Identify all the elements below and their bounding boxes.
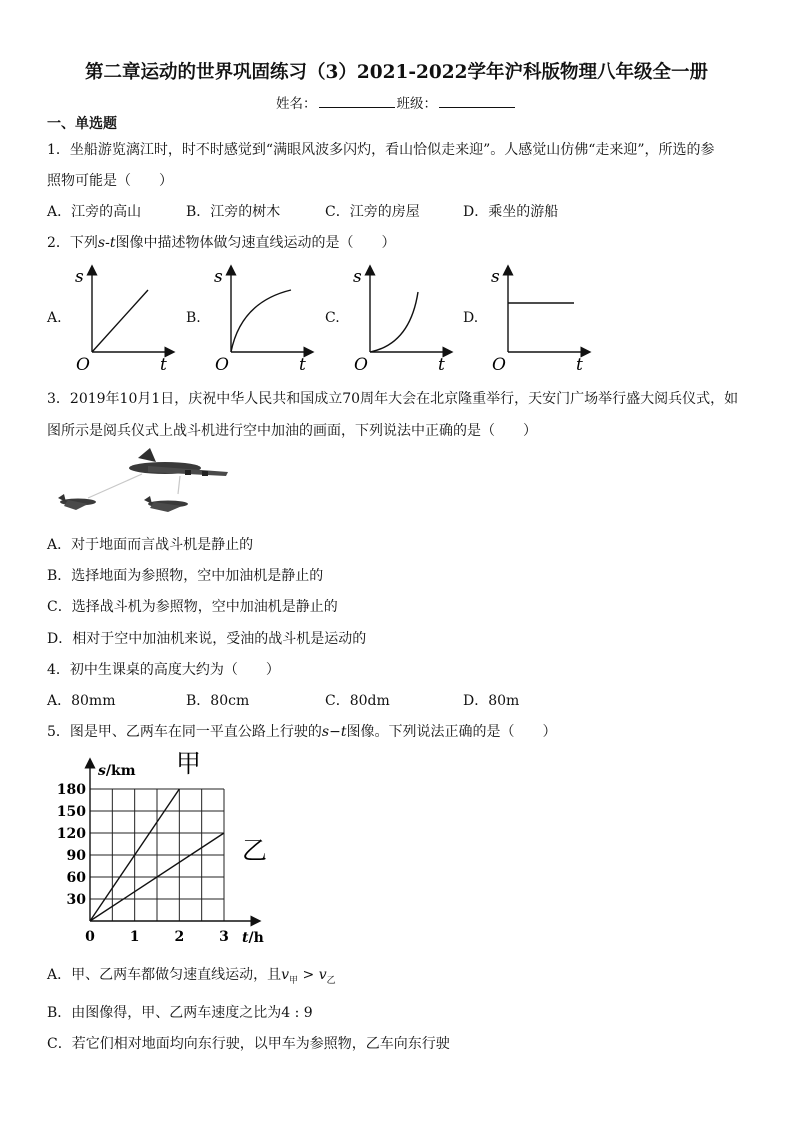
y-tick-label: 120 — [56, 826, 86, 842]
q2-option-a-letter: A. — [47, 310, 62, 326]
q1-option-d: D．乘坐的游船 — [463, 204, 559, 220]
t-label: t — [438, 355, 445, 375]
q3-stem-line1: 3．2019年10月1日，庆祝中华人民共和国成立70周年大会在北京隆重举行，天安门广场举行盛大阅兵仪式，如 — [47, 391, 739, 407]
convex-curve — [370, 292, 418, 352]
q5-option-b: B．由图像得，甲、乙两车速度之比为4 : 9 — [47, 1005, 313, 1021]
q2-option-c-letter: C. — [325, 310, 340, 326]
t-label: t — [299, 355, 306, 375]
q5-option-a — [47, 964, 336, 986]
fighter-jet-right — [144, 496, 188, 512]
s-label: s — [75, 267, 84, 287]
t-label: t — [576, 355, 583, 375]
class-label: 班级： — [396, 96, 437, 112]
q5-option-c: C．若它们相对地面均向东行驶，以甲车为参照物，乙车向东行驶 — [47, 1036, 450, 1052]
q2-var-s: s — [97, 235, 106, 251]
q1-option-c: C．江旁的房屋 — [325, 204, 420, 220]
x-axis-label: t/h — [242, 930, 264, 946]
q5-prefix: 5．图是甲、乙两车在同一平直公路上行驶的 — [47, 724, 322, 740]
x-tick-labels — [85, 929, 229, 945]
name-label: 姓名： — [276, 96, 317, 112]
x-tick-label: 2 — [174, 929, 185, 945]
q2-dash: - — [105, 235, 110, 251]
q5-stem — [47, 721, 556, 741]
series-label-jia: 甲 — [176, 749, 202, 778]
q2-prefix: 2．下列 — [47, 235, 98, 251]
q3-option-c: C．选择战斗机为参照物，空中加油机是静止的 — [47, 599, 338, 615]
q3-option-a: A．对于地面而言战斗机是静止的 — [47, 537, 254, 553]
q5-var-s: s — [321, 724, 330, 740]
q4-option-b: B．80cm — [186, 693, 250, 709]
y-tick-label: 150 — [56, 804, 86, 820]
q1-stem-line2: 照物可能是（ ） — [47, 173, 173, 189]
v-jia-sub: 甲 — [289, 975, 299, 986]
q5-dash: − — [329, 724, 341, 740]
x-tick-label: 1 — [129, 929, 140, 945]
student-info — [0, 92, 793, 112]
name-blank[interactable] — [319, 96, 395, 108]
q4-option-d: D．80m — [463, 693, 520, 709]
grid — [90, 789, 224, 921]
q2-option-d-letter: D. — [463, 310, 479, 326]
x-tick-label: 0 — [85, 929, 95, 945]
v-yi-sub: 乙 — [326, 975, 336, 986]
straight-line — [92, 290, 148, 352]
gt-sign: > — [298, 967, 319, 983]
q5-suffix: 图像。下列说法正确的是（ ） — [346, 724, 557, 740]
class-blank[interactable] — [439, 96, 515, 108]
q4-option-a: A．80mm — [47, 693, 116, 709]
y-tick-label: 30 — [66, 892, 86, 908]
q5-var-t: t — [340, 724, 347, 740]
q2-suffix: 图像中描述物体做匀速直线运动的是（ ） — [115, 235, 396, 251]
q3-stem-line2: 图所示是阅兵仪式上战斗机进行空中加油的画面，下列说法中正确的是（ ） — [47, 423, 537, 439]
q1-option-b: B．江旁的树木 — [186, 204, 281, 220]
t-label: t — [160, 355, 167, 375]
concave-curve — [231, 290, 291, 352]
origin-label: O — [215, 355, 229, 375]
q4-stem: 4．初中生课桌的高度大约为（ ） — [47, 662, 280, 678]
q4-option-c: C．80dm — [325, 693, 390, 709]
aerial-refueling-photo — [50, 448, 230, 518]
q5-st-graph — [40, 748, 280, 948]
y-tick-labels — [57, 782, 86, 908]
y-axis-label: s/km — [98, 763, 136, 779]
x-tick-label: 3 — [219, 929, 229, 945]
q3-option-d: D．相对于空中加油机来说，受油的战斗机是运动的 — [47, 631, 367, 647]
q2-stem — [47, 232, 395, 252]
q3-option-b: B．选择地面为参照物，空中加油机是静止的 — [47, 568, 324, 584]
q2-graph-b — [207, 260, 317, 378]
y-tick-label: 60 — [66, 870, 86, 886]
v-jia: v — [281, 967, 290, 983]
q2-graph-a — [68, 260, 178, 378]
tanker-aircraft — [129, 448, 228, 476]
q1-stem-line1: 1．坐船游览漓江时，时不时感觉到“满眼风波多闪灼，看山恰似走来迎”。人感觉山仿佛“走来迎”，所选的参 — [47, 142, 715, 158]
origin-label: O — [492, 355, 506, 375]
s-label: s — [214, 267, 223, 287]
series-label-yi: 乙 — [242, 836, 268, 865]
q2-var-t: t — [109, 235, 116, 251]
q2-graph-d — [484, 260, 594, 378]
page-title: 第二章运动的世界巩固练习（3）2021-2022学年沪科版物理八年级全一册 — [84, 62, 709, 83]
refuel-hose-right — [178, 476, 180, 494]
v-yi: v — [318, 967, 327, 983]
y-tick-label: 180 — [56, 782, 86, 798]
q2-option-b-letter: B. — [186, 310, 201, 326]
q5-option-a-text: A．甲、乙两车都做匀速直线运动，且 — [47, 967, 282, 983]
origin-label: O — [76, 355, 90, 375]
s-label: s — [491, 267, 500, 287]
q2-graph-c — [346, 260, 456, 378]
refuel-hose-left — [88, 474, 142, 498]
q1-option-a: A．江旁的高山 — [47, 204, 142, 220]
section-heading: 一、单选题 — [47, 116, 117, 132]
s-label: s — [353, 267, 362, 287]
origin-label: O — [354, 355, 368, 375]
y-tick-label: 90 — [66, 848, 86, 864]
